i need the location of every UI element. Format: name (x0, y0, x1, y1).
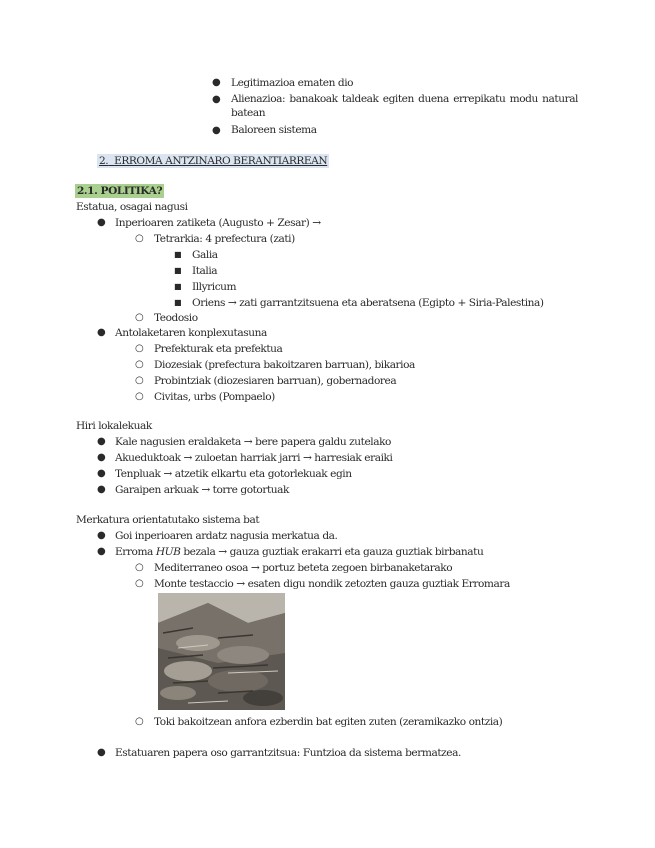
list-item: Teodosio (154, 312, 198, 324)
list-item: Garaipen arkuak → torre gotortuak (115, 484, 289, 496)
list-item: Prefekturak eta prefektua (154, 343, 283, 355)
list-item: Goi inperioaren ardatz nagusia merkatua da. (115, 530, 338, 542)
bullet-icon: ● (212, 94, 221, 105)
paragraph-heading: Merkatura orientatutako sistema bat (76, 514, 260, 526)
list-item: Galia (192, 249, 218, 261)
list-item: Alienazioa: banakoak taldeak egiten duena errepikatu modu natural batean (231, 93, 578, 119)
paragraph-heading: Hiri lokalekuak (76, 420, 152, 432)
bullet-icon: ● (97, 436, 106, 447)
bullet-icon: ■ (174, 250, 182, 259)
bullet-icon: ○ (135, 578, 144, 589)
bullet-icon: ○ (135, 716, 144, 727)
list-item: Civitas, urbs (Pompaelo) (154, 391, 275, 403)
bullet-icon: ○ (135, 343, 144, 354)
list-item: Probintziak (diozesiaren barruan), gobernadorea (154, 375, 397, 387)
list-item: Oriens → zati garrantzitsuena eta aberatsena (Egipto + Siria-Palestina) (192, 297, 544, 309)
list-item: Baloreen sistema (231, 124, 317, 136)
bullet-icon: ● (212, 77, 221, 88)
bullet-icon: ● (97, 546, 106, 557)
bullet-icon: ● (97, 468, 106, 479)
bullet-icon: ○ (135, 233, 144, 244)
list-item: Mediterraneo osoa → portuz beteta zegoen birbanaketarako (154, 562, 453, 574)
list-item: Erroma HUB bezala → gauza guztiak erakarri eta gauza guztiak birbanatu (115, 546, 484, 558)
list-item: Antolaketaren konplexutasuna (115, 327, 267, 339)
bullet-icon: ■ (174, 282, 182, 291)
bullet-icon: ● (97, 327, 106, 338)
monte-testaccio-photo (158, 593, 285, 710)
list-item: Tetrarkia: 4 prefectura (zati) (154, 233, 295, 245)
section-heading (97, 154, 329, 168)
bullet-icon: ● (97, 530, 106, 541)
bullet-icon: ■ (174, 298, 182, 307)
list-item: Akueduktoak → zuloetan harriak jarri → harresiak eraiki (115, 452, 393, 464)
bullet-icon: ● (97, 484, 106, 495)
list-item: Diozesiak (prefectura bakoitzaren barruan), bikarioa (154, 359, 415, 371)
bullet-icon: ● (97, 452, 106, 463)
bullet-icon: ● (97, 217, 106, 228)
bullet-icon: ● (97, 747, 106, 758)
list-item: Legitimazioa ematen dio (231, 77, 354, 89)
section-title: ERROMA ANTZINARO BERANTIARREAN (114, 155, 328, 167)
list-item: Kale nagusien eraldaketa → bere papera galdu zutelako (115, 436, 391, 448)
bullet-icon: ● (212, 125, 221, 136)
list-item: Estatuaren papera oso garrantzitsua: Funtzioa da sistema bermatzea. (115, 747, 461, 759)
bullet-icon: ○ (135, 312, 144, 323)
list-item: Italia (192, 265, 218, 277)
list-item: Inperioaren zatiketa (Augusto + Zesar) → (115, 217, 321, 229)
list-item: Tenpluak → atzetik elkartu eta gotorlekuak egin (115, 468, 352, 480)
subsection-heading: 2.1. POLITIKA? (77, 185, 163, 197)
list-item: Monte testaccio → esaten digu nondik zetozten gauza guztiak Erromara (154, 578, 510, 590)
bullet-icon: ○ (135, 562, 144, 573)
list-item: Illyricum (192, 281, 237, 293)
bullet-icon: ○ (135, 391, 144, 402)
bullet-icon: ■ (174, 266, 182, 275)
bullet-icon: ○ (135, 359, 144, 370)
bullet-icon: ○ (135, 375, 144, 386)
paragraph-heading: Estatua, osagai nagusi (76, 201, 188, 213)
list-item: Toki bakoitzean anfora ezberdin bat egiten zuten (zeramikazko ontzia) (154, 716, 503, 728)
section-number: 2. (99, 155, 109, 167)
